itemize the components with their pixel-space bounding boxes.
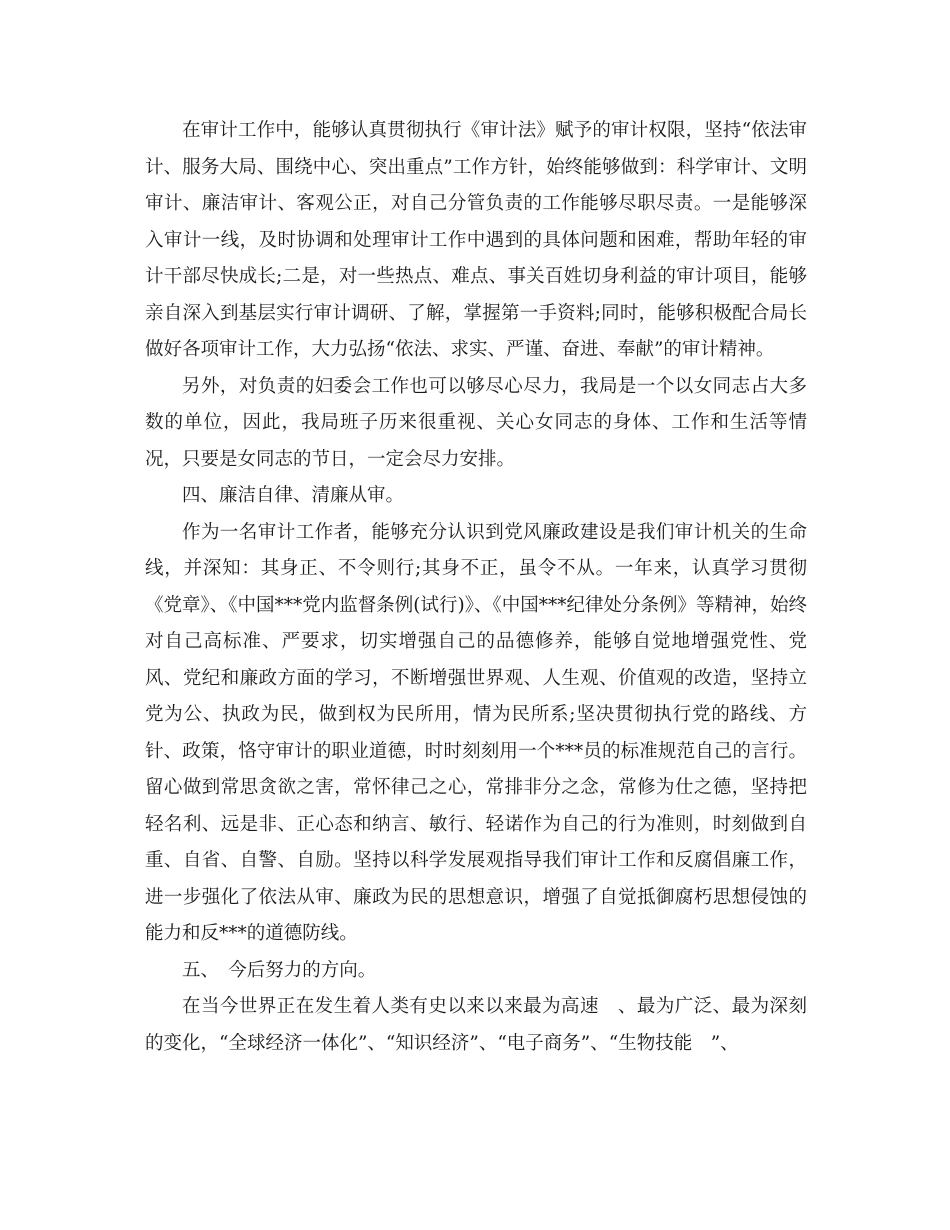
section-heading-integrity: 四、廉洁自律、清廉从审。: [182, 485, 405, 506]
paragraph-integrity: 作为一名审计工作者，能够充分认识到党风廉政建设是我们审计机关的生命线，并深知：其身正、不令则行;其身不正，虽令不从。一年来，认真学习贯彻《党章》、《中国***党内监督条例(试行)》、《中国***纪律处分条例》等精神，始终对自己高标准、严要求，切实增强自己的品德修养，能够自觉地增强党性、党风、党纪和廉政方面的学习，不断增强世界观、人生观、价值观的改造，坚持立党为公、执政为民，做到权为民所用，情为民所系;坚决贯彻执行党的路线、方针、政策，恪守审计的职业道德，时时刻刻用一个***员的标准规范自己的言行。留心做到常思贪欲之害，常怀律己之心，常排非分之念，常修为仕之德，坚持把轻名利、远是非、正心态和纳言、敏行、轻诺作为自己的行为准则，时刻做到自重、自省、自警、自励。坚持以科学发展观指导我们审计工作和反腐倡廉工作，进一步强化了依法从审、廉政为民的思想意识，增强了自觉抵御腐朽思想侵蚀的能力和反***的道德防线。: [145, 521, 807, 944]
paragraph-womens-committee: 另外，对负责的妇委会工作也可以够尽心尽力，我局是一个以女同志占大多数的单位，因此，我局班子历来很重视、关心女同志的身体、工作和生活等情况，只要是女同志的节日，一定会尽力安排。: [145, 375, 807, 470]
paragraph-audit-work: 在审计工作中，能够认真贯彻执行《审计法》赋予的审计权限，坚持“依法审计、服务大局、围绕中心、突出重点”工作方针，始终能够做到：科学审计、文明审计、廉洁审计、客观公正，对自己分管负责的工作能够尽职尽责。一是能够深入审计一线，及时协调和处理审计工作中遇到的具体问题和困难，帮助年轻的审计干部尽快成长;二是，对一些热点、难点、事关百姓切身利益的审计项目，能够亲自深入到基层实行审计调研、了解，掌握第一手资料;同时，能够积极配合局长做好各项审计工作，大力弘扬“依法、求实、严谨、奋进、奉献”的审计精神。: [145, 120, 807, 360]
paragraph-future-direction: 在当今世界正在发生着人类有史以来以来最为高速 、最为广泛、最为深刻的变化，“全球经济一体化”、“知识经济”、“电子商务”、“生物技能 ”、: [145, 996, 807, 1054]
document-body: [145, 113, 807, 1062]
section-heading-future-direction: 五、 今后努力的方向。: [182, 959, 377, 981]
